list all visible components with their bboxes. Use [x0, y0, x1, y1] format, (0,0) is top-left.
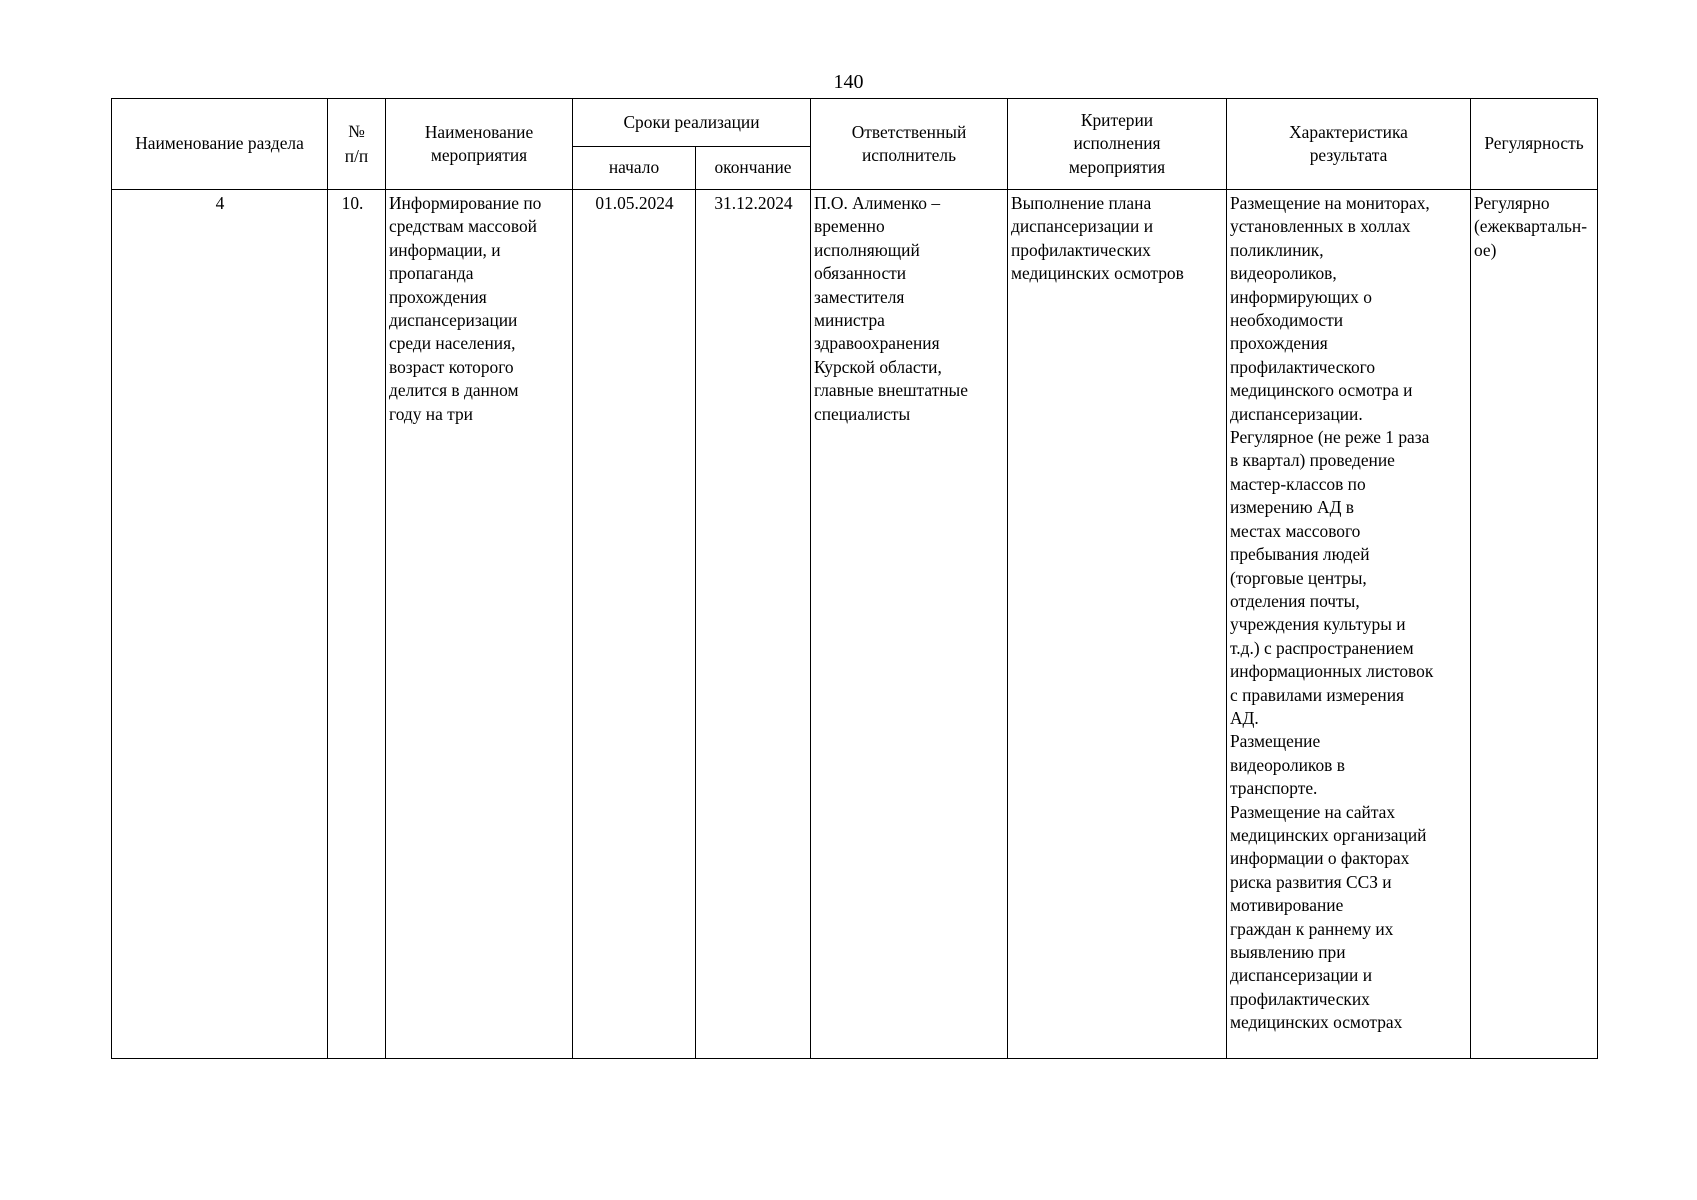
cell-end-date: 31.12.2024 — [696, 190, 811, 1059]
cell-line: медицинского осмотра и — [1230, 380, 1413, 401]
cell-line: делится в данном — [389, 380, 519, 401]
cell-line: возраст которого — [389, 356, 514, 377]
cell-event — [386, 190, 573, 1059]
table-row — [112, 190, 1598, 1059]
cell-line: необходимости — [1230, 310, 1344, 331]
header-end: окончание — [696, 147, 811, 190]
cell-line: профилактических — [1011, 239, 1151, 260]
cell-responsible — [811, 190, 1008, 1059]
cell-line: информирующих о — [1230, 286, 1372, 307]
cell-number: 10. — [328, 190, 386, 1059]
cell-line: граждан к раннему их — [1230, 918, 1394, 939]
header-timeline: Сроки реализации — [573, 99, 811, 147]
header-regularity: Регулярность — [1471, 99, 1598, 190]
cell-start-date: 01.05.2024 — [573, 190, 696, 1059]
cell-section: 4 — [112, 190, 328, 1059]
cell-criteria — [1008, 190, 1227, 1059]
cell-line: информации, и — [389, 239, 501, 260]
cell-line: профилактического — [1230, 356, 1376, 377]
cell-line: Размещение на мониторах, — [1230, 193, 1430, 213]
cell-line: министра — [814, 310, 885, 331]
cell-line: диспансеризации и — [1011, 216, 1154, 237]
cell-line: мастер-классов по — [1230, 473, 1366, 494]
page-number: 140 — [833, 71, 864, 93]
cell-line: исполняющий — [814, 239, 920, 260]
cell-line: риска развития ССЗ и — [1230, 871, 1392, 892]
cell-line: диспансеризации — [389, 310, 518, 331]
cell-line: транспорте. — [1230, 778, 1318, 799]
cell-line: медицинских осмотрах — [1230, 1012, 1403, 1033]
cell-line: медицинских осмотров — [1011, 263, 1184, 284]
cell-line: временно — [814, 216, 885, 237]
cell-result — [1227, 190, 1471, 1059]
cell-line: АД. — [1230, 707, 1259, 728]
cell-line: отделения почты, — [1230, 590, 1360, 611]
cell-line: с правилами измерения — [1230, 684, 1405, 705]
cell-line: выявлению при — [1230, 942, 1346, 962]
cell-line: Выполнение плана — [1011, 193, 1152, 213]
cell-line: т.д.) с распространением — [1230, 637, 1414, 658]
cell-line: измерению АД в — [1230, 497, 1355, 518]
header-result: Характеристика результата — [1227, 99, 1471, 190]
cell-line: поликлиник, — [1230, 239, 1324, 260]
cell-line: Размещение на сайтах — [1230, 801, 1396, 822]
table-header — [112, 99, 1598, 190]
cell-line: здравоохранения — [814, 333, 940, 354]
cell-line: году на три — [389, 403, 473, 424]
cell-line: среди населения, — [389, 333, 516, 354]
cell-line: обязанности — [814, 263, 907, 284]
cell-line: информации о факторах — [1230, 848, 1410, 869]
cell-line: видеороликов в — [1230, 754, 1345, 775]
cell-line: Курской области, — [814, 356, 942, 377]
cell-line: информационных листовок — [1230, 661, 1434, 682]
cell-line: специалисты — [814, 403, 911, 424]
header-number: № п/п — [328, 99, 386, 190]
cell-line: (торговые центры, — [1230, 567, 1367, 588]
cell-line: пропаганда — [389, 263, 474, 284]
header-start: начало — [573, 147, 696, 190]
cell-line: установленных в холлах — [1230, 216, 1411, 237]
cell-line: мотивирование — [1230, 895, 1344, 916]
cell-line: (ежеквартальн- — [1474, 216, 1588, 237]
cell-line: главные внештатные — [814, 380, 968, 401]
header-criteria: Критерии исполнения мероприятия — [1008, 99, 1227, 190]
plan-table — [111, 98, 1598, 1059]
cell-line: прохождения — [389, 286, 487, 307]
cell-line: диспансеризации и — [1230, 965, 1373, 986]
cell-line: в квартал) проведение — [1230, 450, 1395, 471]
cell-line: диспансеризации. — [1230, 403, 1363, 424]
cell-line: Регулярное (не реже 1 раза — [1230, 427, 1430, 448]
cell-line: ое) — [1474, 239, 1497, 260]
header-event-name: Наименование мероприятия — [386, 99, 573, 190]
header-responsible: Ответственный исполнитель — [811, 99, 1008, 190]
cell-line: Информирование по — [389, 193, 542, 213]
cell-line: Регулярно — [1474, 193, 1550, 213]
header-section-name: Наименование раздела — [112, 99, 328, 190]
cell-line: заместителя — [814, 286, 905, 307]
cell-line: учреждения культуры и — [1230, 614, 1406, 635]
cell-line: пребывания людей — [1230, 544, 1370, 565]
cell-line: прохождения — [1230, 333, 1328, 354]
cell-line: медицинских организаций — [1230, 824, 1427, 845]
cell-line: Размещение — [1230, 731, 1321, 752]
cell-line: местах массового — [1230, 520, 1361, 541]
cell-line: П.О. Алименко – — [814, 193, 941, 213]
cell-regularity — [1471, 190, 1598, 1059]
cell-line: профилактических — [1230, 988, 1370, 1009]
cell-line: видеороликов, — [1230, 263, 1337, 284]
cell-line: средствам массовой — [389, 216, 537, 237]
